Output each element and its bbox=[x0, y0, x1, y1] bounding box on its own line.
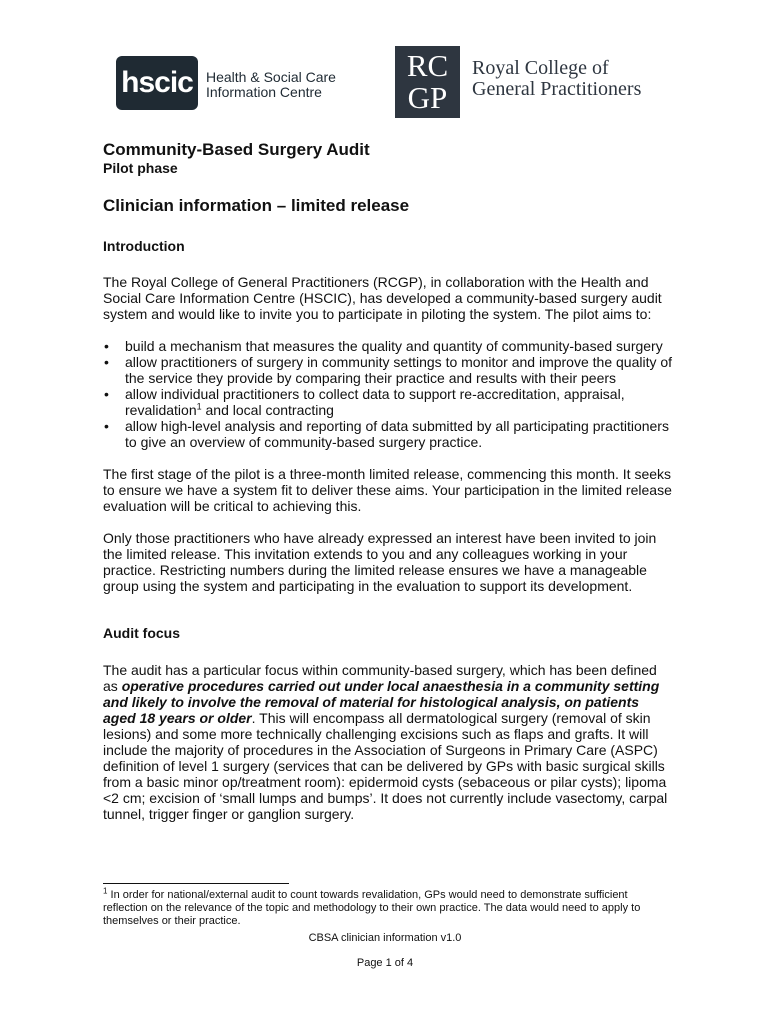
introduction-paragraph: The Royal College of General Practitioners (RCGP), in collaboration with the Health and Social Care Information Centre (HSCIC), has developed a community-based surgery audit system and would like to invite you to participate in piloting the system. The pilot aims to: bbox=[103, 274, 662, 322]
hscic-line-2: Information Centre bbox=[206, 84, 322, 100]
document-title: Community-Based Surgery Audit bbox=[103, 140, 370, 159]
introduction-paragraph-2: The first stage of the pilot is a three-month limited release, commencing this month. It seeks to ensure we have a system fit to deliver these aims. Your participation in the limited release evaluation will be critical to achieving this. bbox=[103, 466, 672, 514]
audit-rest-text: . This will encompass all dermatological surgery (removal of skin lesions) and some more technically challenging excisions such as flaps and grafts. It will include the majority of procedures in the Association of Surgeons in Primary Care (ASPC) definition of level 1 surgery (services that can be delivered by GPs with basic surgical skills from a basic minor op/treatment room): epidermoid cysts (sebaceous or pilar cysts); lipoma <2 cm; excision of ‘small lumps and bumps’. It does not currently include vasectomy, carpal tunnel, trigger finger or ganglion surgery. bbox=[103, 710, 668, 822]
rcgp-line-1: Royal College of bbox=[472, 57, 609, 79]
logo-bar bbox=[0, 46, 770, 120]
document-subtitle: Pilot phase bbox=[103, 160, 178, 176]
introduction-heading: Introduction bbox=[103, 238, 185, 254]
hscic-logo-text bbox=[206, 70, 336, 100]
rcgp-line-2: General Practitioners bbox=[472, 78, 642, 100]
footnote-text: In order for national/external audit to count towards revalidation, GPs would need to demonstrate sufficient reflection on the relevance of the topic and methodology to their own practice. The data would need to apply to themselves or their practice. bbox=[103, 889, 641, 927]
section-title: Clinician information – limited release bbox=[103, 196, 410, 215]
aim-text: allow individual practitioners to collect data to support re-accreditation, appraisal, revalidation bbox=[125, 386, 625, 418]
rcgp-mark-top: RC bbox=[406, 48, 449, 83]
footnote-divider bbox=[103, 883, 289, 884]
footnote-number: 1 bbox=[103, 886, 108, 896]
audit-lead-text: The audit has a particular focus within community-based surgery, which has been defined as bbox=[103, 662, 657, 694]
rcgp-logo bbox=[395, 46, 460, 118]
audit-definition-emphasis: operative procedures carried out under local anaesthesia in a community setting and likely to involve the removal of material for histological analysis, on patients aged 18 years or older bbox=[103, 678, 660, 726]
page-number: Page 1 of 4 bbox=[356, 957, 414, 969]
aims-list bbox=[103, 338, 673, 450]
aim-item: • allow high-level analysis and reporting of data submitted by all participating practitioners to give an overview of community-based surgery practice. bbox=[103, 418, 673, 450]
aim-item: • allow practitioners of surgery in community settings to monitor and improve the quality of the service they provide by comparing their practice and results with their peers bbox=[103, 354, 673, 386]
aim-text-tail: and local contracting bbox=[201, 402, 334, 418]
rcgp-logo-text bbox=[472, 58, 641, 100]
document-version: CBSA clinician information v1.0 bbox=[308, 932, 462, 944]
footnote bbox=[103, 886, 673, 928]
introduction-paragraph-3: Only those practitioners who have already expressed an interest have been invited to join the limited release. This invitation extends to you and any colleagues working in your practice. Restricting numbers during the limited release ensures we have a manageable group using the system and participating in the evaluation to support its development. bbox=[103, 530, 657, 594]
audit-focus-heading: Audit focus bbox=[103, 625, 180, 641]
hscic-logo: hscic bbox=[116, 56, 198, 110]
document-body bbox=[103, 140, 673, 822]
audit-focus-paragraph bbox=[103, 662, 673, 822]
hscic-line-1: Health & Social Care bbox=[206, 69, 336, 85]
aim-item bbox=[103, 386, 673, 418]
rcgp-mark-bottom: GP bbox=[407, 80, 448, 115]
footnote-ref: 1 bbox=[196, 401, 202, 412]
aim-item: • build a mechanism that measures the quality and quantity of community-based surgery bbox=[103, 338, 673, 354]
